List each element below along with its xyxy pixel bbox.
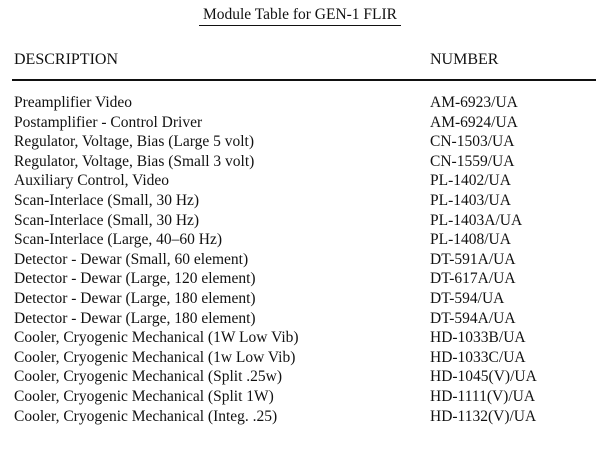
table-row	[0, 407, 600, 427]
row-number: AM-6924/UA	[430, 113, 518, 131]
table-row	[0, 250, 600, 270]
row-number: DT-594/UA	[430, 289, 505, 307]
row-number: PL-1408/UA	[430, 231, 511, 249]
table-row	[0, 328, 600, 348]
table-header	[0, 50, 600, 70]
row-number: HD-1111(V)/UA	[430, 387, 536, 405]
row-description: Cooler, Cryogenic Mechanical (Split 1W)	[14, 387, 274, 405]
table-row	[0, 93, 600, 113]
table-row	[0, 269, 600, 289]
row-description: Detector - Dewar (Large, 120 element)	[14, 270, 256, 288]
row-number: CN-1503/UA	[430, 133, 515, 151]
row-description: Scan-Interlace (Large, 40–60 Hz)	[14, 231, 223, 249]
row-number: HD-1045(V)/UA	[430, 368, 537, 386]
row-description: Detector - Dewar (Large, 180 element)	[14, 309, 256, 327]
row-number: DT-617A/UA	[430, 270, 516, 288]
row-description: Postamplifier - Control Driver	[14, 113, 203, 131]
row-number: PL-1403A/UA	[430, 211, 523, 229]
row-description: Regulator, Voltage, Bias (Small 3 volt)	[14, 152, 255, 170]
row-description: Regulator, Voltage, Bias (Large 5 volt)	[14, 133, 255, 151]
row-number: CN-1559/UA	[430, 152, 515, 170]
header-rule	[12, 79, 596, 81]
row-number: PL-1402/UA	[430, 172, 511, 190]
row-description: Detector - Dewar (Large, 180 element)	[14, 289, 256, 307]
table-row	[0, 171, 600, 191]
table-row	[0, 309, 600, 329]
table-row	[0, 152, 600, 172]
row-description: Cooler, Cryogenic Mechanical (Split .25w)	[14, 368, 282, 386]
table-row	[0, 348, 600, 368]
row-description: Preamplifier Video	[14, 94, 133, 111]
table-row	[0, 289, 600, 309]
module-table-body	[0, 93, 600, 426]
description-column-header: DESCRIPTION	[14, 51, 119, 68]
row-description: Scan-Interlace (Small, 30 Hz)	[14, 211, 200, 229]
row-number: HD-1132(V)/UA	[430, 407, 537, 425]
row-number: PL-1403/UA	[430, 191, 511, 209]
table-caption-text: Module Table for GEN-1 FLIR	[199, 6, 401, 26]
row-description: Cooler, Cryogenic Mechanical (Integ. .25)	[14, 407, 278, 425]
row-description: Scan-Interlace (Small, 30 Hz)	[14, 191, 200, 209]
row-number: DT-591A/UA	[430, 250, 516, 268]
table-row	[0, 367, 600, 387]
table-row	[0, 230, 600, 250]
row-description: Auxiliary Control, Video	[14, 172, 170, 190]
row-description: Detector - Dewar (Small, 60 element)	[14, 250, 249, 268]
row-number: AM-6923/UA	[430, 94, 518, 111]
row-description: Cooler, Cryogenic Mechanical (1W Low Vib)	[14, 329, 299, 347]
row-number: HD-1033B/UA	[430, 329, 526, 347]
row-number: DT-594A/UA	[430, 309, 516, 327]
table-row	[0, 191, 600, 211]
table-row	[0, 132, 600, 152]
table-row	[0, 113, 600, 133]
row-number: HD-1033C/UA	[430, 348, 526, 366]
row-description: Cooler, Cryogenic Mechanical (1w Low Vib)	[14, 348, 296, 366]
table-row	[0, 387, 600, 407]
number-column-header: NUMBER	[430, 51, 499, 68]
table-row	[0, 211, 600, 231]
table-caption	[0, 6, 600, 26]
